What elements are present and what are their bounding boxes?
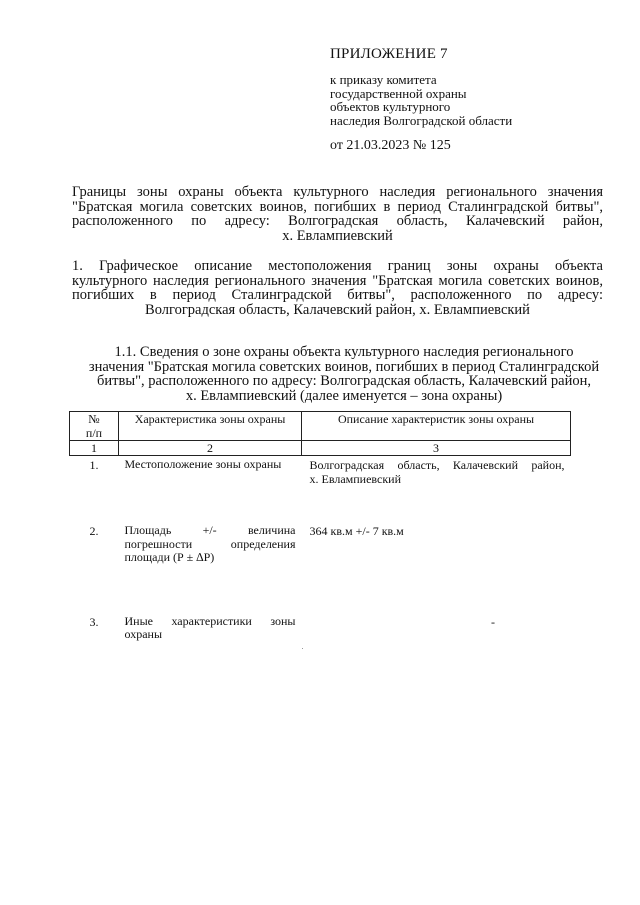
order-date: от 21.03.2023 № 125	[330, 138, 451, 153]
order-reference	[330, 73, 512, 127]
order-line: наследия Волгоградской области	[330, 112, 513, 128]
header-characteristic: Характеристика зоны охраны	[119, 412, 302, 441]
column-number: 1	[70, 441, 119, 456]
column-number: 2	[119, 441, 302, 456]
cell-line: Волгоградская область, Калачевский район,	[309, 458, 565, 472]
cell-line: площади (Р ± ∆Р)	[124, 550, 215, 564]
title-line: расположенного по адресу: Волгоградская область, Калачевский район,	[72, 213, 603, 229]
order-line: государственной охраны	[330, 85, 467, 101]
document-title	[72, 185, 603, 243]
table-body	[70, 456, 571, 642]
scan-artifact-dot	[302, 648, 303, 649]
title-line: "Братская могила советских воинов, погибших в период Сталинградской битвы",	[72, 198, 603, 215]
section-1-1-line: значения "Братская могила советских воинов, погибших в период Сталинградской	[88, 358, 600, 375]
row-description	[302, 456, 571, 487]
table-row	[70, 456, 571, 487]
header-number-line: п/п	[85, 426, 103, 440]
section-1-line: культурного наследия регионального значения "Братская могила советских воинов,	[72, 272, 603, 289]
section-1-1-line: 1.1. Сведения о зоне охраны объекта культурного наследия регионального	[114, 344, 574, 360]
title-line: Границы зоны охраны объекта культурного наследия регионального значения	[72, 184, 603, 200]
header-number-line: №	[88, 412, 100, 426]
row-number: 1.	[89, 458, 99, 472]
order-line: к приказу комитета	[330, 72, 437, 87]
section-1-1-line: х. Евлампиевский (далее именуется – зона охраны)	[185, 387, 503, 404]
row-number: 2.	[89, 524, 99, 538]
row-number: 3.	[89, 614, 99, 629]
section-1-1-line: битвы", расположенного по адресу: Волгоградская область, Калачевский район,	[97, 373, 591, 389]
column-numbers-row	[70, 441, 571, 456]
row-characteristic	[119, 522, 302, 565]
cell-line: Площадь +/- величина	[124, 523, 296, 537]
cell-line: -	[491, 614, 495, 629]
cell-line: охраны	[124, 627, 163, 641]
table-row	[70, 522, 571, 565]
appendix-title: ПРИЛОЖЕНИЕ 7	[330, 46, 448, 62]
section-1-line: погибших в период Сталинградской битвы", расположенного по адресу:	[72, 287, 603, 303]
cell-line: Местоположение зоны охраны	[124, 457, 282, 471]
column-number: 3	[302, 441, 571, 456]
header-number	[70, 412, 119, 441]
section-1-line: 1. Графическое описание местоположения границ зоны охраны объекта	[72, 258, 603, 274]
section-1-line: Волгоградская область, Калачевский район, х. Евлампиевский	[145, 301, 530, 318]
table-header	[70, 412, 571, 456]
section-1	[72, 259, 603, 317]
row-characteristic	[119, 613, 302, 642]
cell-line: Иные характеристики зоны	[124, 613, 296, 628]
zone-table	[69, 411, 571, 642]
row-characteristic	[119, 456, 302, 487]
table-row	[70, 613, 571, 642]
row-description	[302, 613, 571, 642]
cell-line: 364 кв.м +/- 7 кв.м	[309, 524, 404, 538]
cell-line: погрешности определения	[124, 536, 296, 551]
title-line: х. Евлампиевский	[282, 227, 393, 244]
header-description: Описание характеристик зоны охраны	[302, 412, 571, 441]
row-description	[302, 522, 571, 565]
section-1-1	[88, 345, 600, 403]
order-line: объектов культурного	[330, 99, 451, 114]
cell-line: х. Евлампиевский	[309, 472, 402, 486]
